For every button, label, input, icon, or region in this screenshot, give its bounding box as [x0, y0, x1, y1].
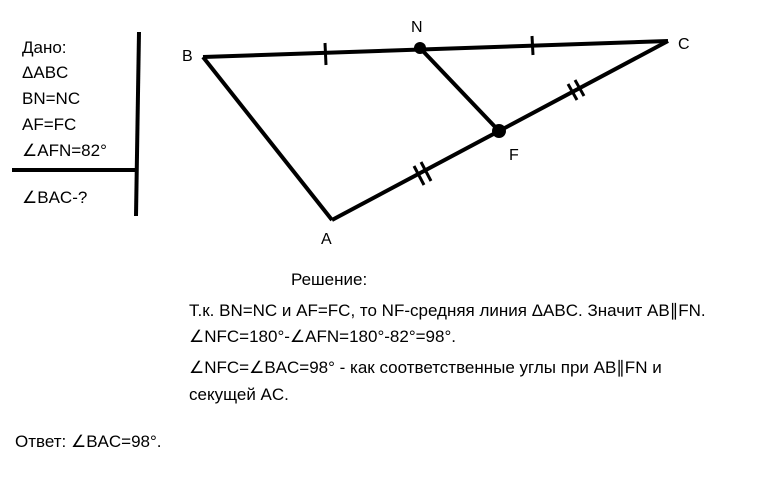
- point-f: [492, 124, 506, 138]
- given-vertical-divider: [136, 32, 139, 216]
- solution-line-3: ∠NFC=∠BAC=98° - как соответственные углы при AB∥FN и: [189, 358, 662, 377]
- solution-line-2: ∠NFC=180°-∠AFN=180°-82°=98°.: [189, 327, 456, 346]
- point-n: [414, 42, 426, 54]
- given-triangle: ΔABC: [22, 63, 69, 82]
- label-f: F: [509, 147, 519, 164]
- solution-line-1: Т.к. BN=NC и AF=FC, то NF-средняя линия ΔABC. Значит AB∥FN.: [189, 301, 706, 320]
- given-bn-nc: BN=NC: [22, 89, 81, 108]
- tick-bn: [325, 43, 326, 65]
- label-a: A: [321, 231, 332, 248]
- given-angle-afn: ∠AFN=82°: [22, 141, 107, 160]
- label-n: N: [411, 19, 423, 36]
- segment-ab: [203, 57, 332, 220]
- solution-heading: Решение:: [291, 270, 368, 289]
- label-b: B: [182, 48, 193, 65]
- given-af-fc: AF=FC: [22, 115, 77, 134]
- label-c: C: [678, 36, 690, 53]
- answer: Ответ: ∠BAC=98°.: [15, 432, 162, 451]
- segment-nf: [420, 48, 499, 131]
- tick-nc: [532, 36, 533, 55]
- given-question: ∠BAC-?: [22, 188, 88, 207]
- segment-bc: [203, 41, 668, 57]
- given-heading: Дано:: [22, 38, 67, 57]
- solution-line-4: секущей AC.: [189, 385, 289, 404]
